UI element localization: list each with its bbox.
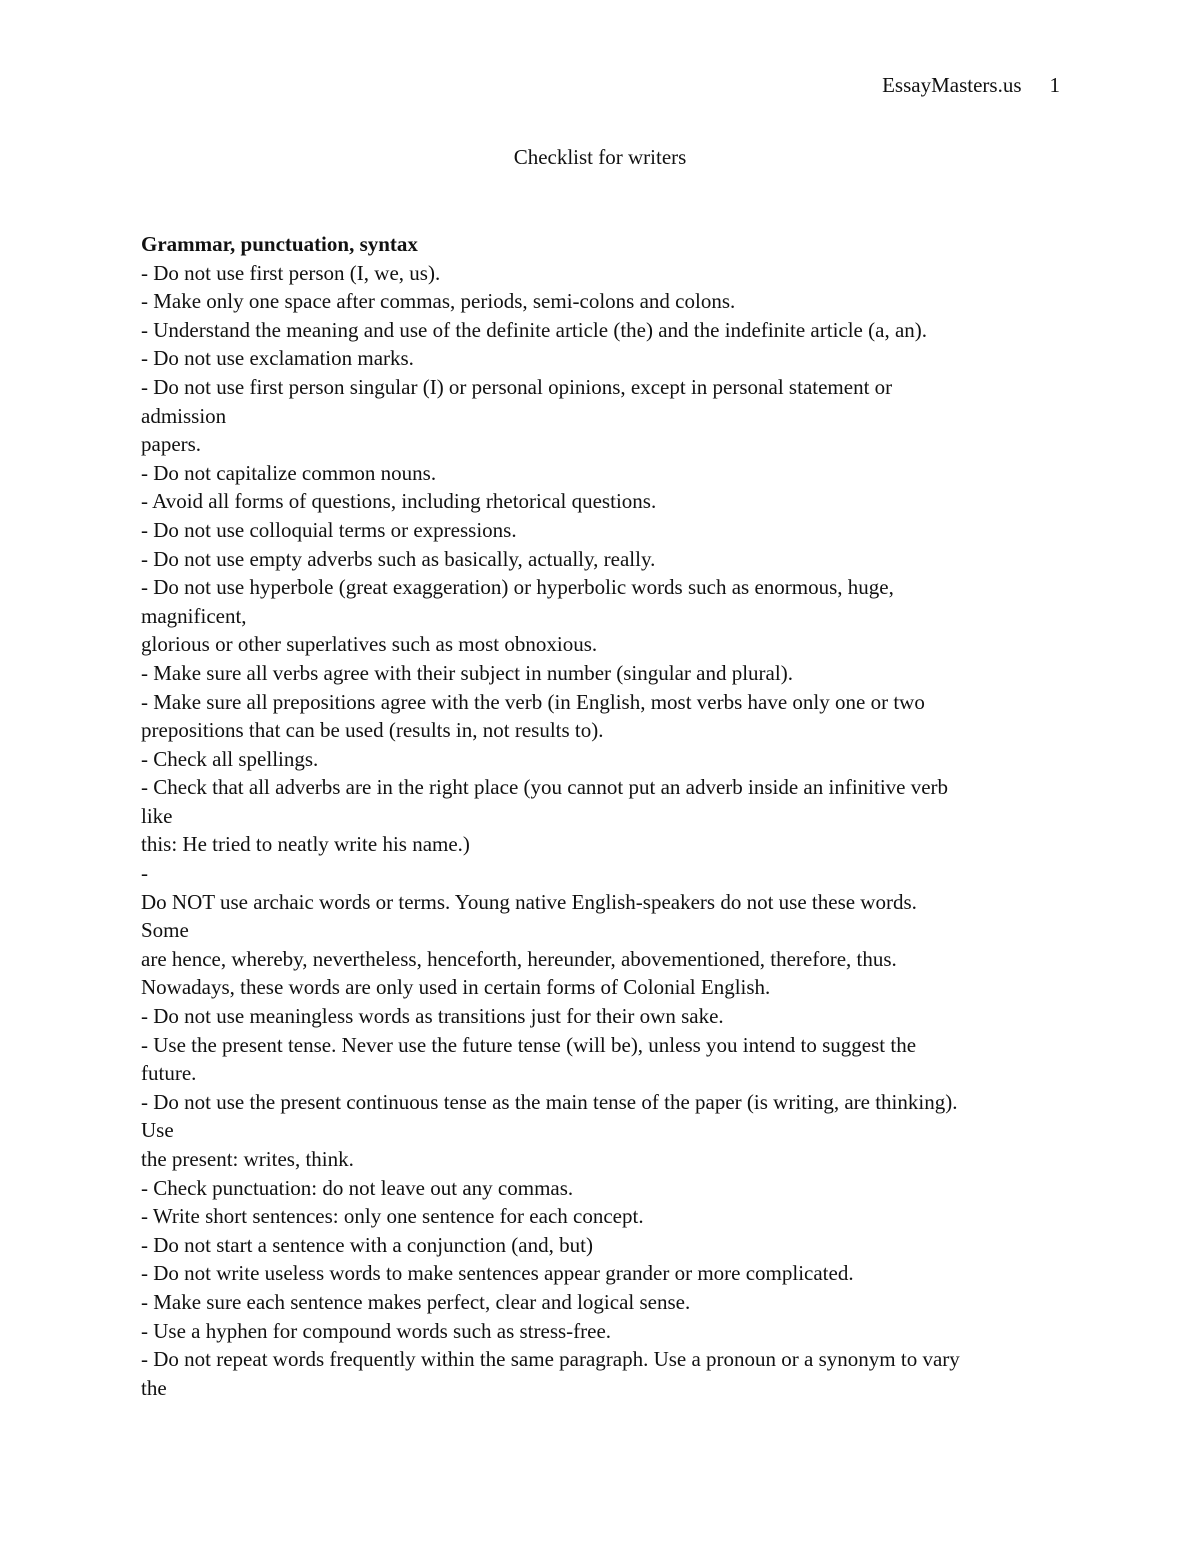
checklist-line: future. <box>141 1061 197 1086</box>
checklist-line: - Do not repeat words frequently within the same paragraph. Use a pronoun or a synonym to vary <box>141 1347 960 1372</box>
checklist-line: - Make sure all prepositions agree with the verb (in English, most verbs have only one or two <box>141 689 925 714</box>
checklist-line: - Use a hyphen for compound words such as stress-free. <box>141 1318 612 1343</box>
checklist-line: - Do not use the present continuous tense as the main tense of the paper (is writing, are thinking). <box>141 1089 958 1114</box>
checklist-line: - Make only one space after commas, periods, semi-colons and colons. <box>141 289 736 314</box>
checklist <box>141 259 1071 1403</box>
document-body <box>141 230 1071 1402</box>
checklist-line: - Check all spellings. <box>141 746 319 771</box>
checklist-line: glorious or other superlatives such as most obnoxious. <box>141 632 598 657</box>
checklist-line: - Avoid all forms of questions, including rhetorical questions. <box>141 489 657 514</box>
checklist-line: - Do not use empty adverbs such as basically, actually, really. <box>141 546 656 571</box>
document-title: Checklist for writers <box>513 145 687 169</box>
checklist-line: prepositions that can be used (results in, not results to). <box>141 718 604 743</box>
checklist-line: - Make sure all verbs agree with their subject in number (singular and plural). <box>141 660 793 685</box>
checklist-line: - Do not use first person singular (I) or personal opinions, except in personal statement or <box>141 374 893 399</box>
checklist-line: - Write short sentences: only one sentence for each concept. <box>141 1204 644 1229</box>
checklist-line: - Do not start a sentence with a conjunction (and, but) <box>141 1232 593 1257</box>
checklist-line: Nowadays, these words are only used in certain forms of Colonial English. <box>141 975 771 1000</box>
checklist-line: admission <box>141 403 227 428</box>
checklist-line: papers. <box>141 432 202 457</box>
checklist-line: - Do not capitalize common nouns. <box>141 460 437 485</box>
running-header <box>882 72 1060 98</box>
checklist-line: Some <box>141 918 189 943</box>
checklist-line: - Do not use colloquial terms or expressions. <box>141 517 517 542</box>
checklist-line: Use <box>141 1118 174 1143</box>
checklist-line: - Do not write useless words to make sentences appear grander or more complicated. <box>141 1261 854 1286</box>
checklist-line: - Check punctuation: do not leave out any commas. <box>141 1175 574 1200</box>
checklist-line: - Do not use exclamation marks. <box>141 346 414 371</box>
checklist-line: - Make sure each sentence makes perfect, clear and logical sense. <box>141 1289 691 1314</box>
checklist-line: - <box>141 861 148 886</box>
checklist-line: the present: writes, think. <box>141 1147 354 1171</box>
checklist-line: - Do not use meaningless words as transitions just for their own sake. <box>141 1004 724 1029</box>
checklist-line: magnificent, <box>141 603 247 628</box>
checklist-line: this: He tried to neatly write his name.) <box>141 832 470 857</box>
checklist-line: Do NOT use archaic words or terms. Young native English-speakers do not use these words. <box>141 889 917 914</box>
checklist-line: - Use the present tense. Never use the future tense (will be), unless you intend to suggest the <box>141 1032 917 1057</box>
section-heading: Grammar, punctuation, syntax <box>141 232 418 256</box>
checklist-line: the <box>141 1375 167 1400</box>
checklist-line: - Check that all adverbs are in the right place (you cannot put an adverb inside an infinitive verb <box>141 775 949 800</box>
checklist-line: - Do not use first person (I, we, us). <box>141 260 441 285</box>
page-number: 1 <box>1049 73 1060 97</box>
checklist-line: are hence, whereby, nevertheless, henceforth, hereunder, abovementioned, therefore, thus. <box>141 946 897 971</box>
checklist-line: - Understand the meaning and use of the definite article (the) and the indefinite article (a, an). <box>141 317 928 342</box>
checklist-line: - Do not use hyperbole (great exaggeration) or hyperbolic words such as enormous, huge, <box>141 575 894 600</box>
checklist-line: like <box>141 803 173 828</box>
header-site-name: EssayMasters.us <box>882 73 1022 97</box>
